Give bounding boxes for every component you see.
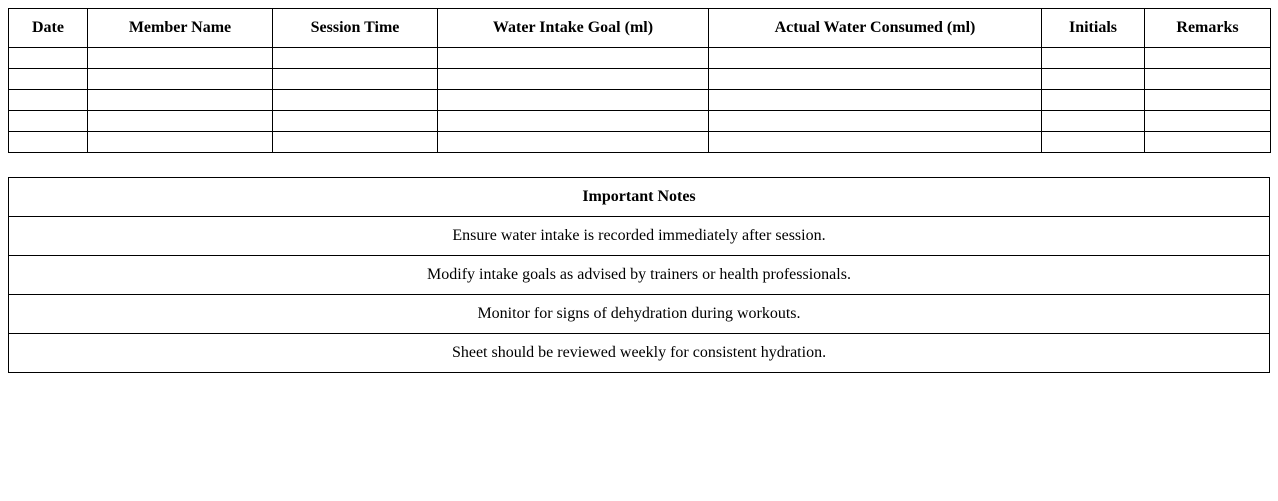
- table-cell[interactable]: [1042, 132, 1145, 153]
- table-cell[interactable]: [438, 90, 709, 111]
- column-header-member-name: Member Name: [88, 9, 273, 48]
- notes-title: Important Notes: [9, 178, 1270, 217]
- table-row: [9, 90, 1271, 111]
- table-cell[interactable]: [88, 69, 273, 90]
- note-item: Modify intake goals as advised by trainers or health professionals.: [9, 256, 1270, 295]
- column-header-water-intake-goal: Water Intake Goal (ml): [438, 9, 709, 48]
- table-cell[interactable]: [438, 48, 709, 69]
- table-cell[interactable]: [273, 132, 438, 153]
- column-header-remarks: Remarks: [1145, 9, 1271, 48]
- table-cell[interactable]: [9, 48, 88, 69]
- table-cell[interactable]: [9, 90, 88, 111]
- table-cell[interactable]: [1145, 111, 1271, 132]
- note-item: Monitor for signs of dehydration during workouts.: [9, 295, 1270, 334]
- note-row: [9, 217, 1270, 256]
- column-header-initials: Initials: [1042, 9, 1145, 48]
- table-cell[interactable]: [1145, 132, 1271, 153]
- table-cell[interactable]: [709, 132, 1042, 153]
- table-row: [9, 132, 1271, 153]
- table-row: [9, 48, 1271, 69]
- column-header-date: Date: [9, 9, 88, 48]
- table-row: [9, 69, 1271, 90]
- table-cell[interactable]: [438, 111, 709, 132]
- important-notes-table: [8, 177, 1270, 373]
- table-cell[interactable]: [273, 111, 438, 132]
- column-header-actual-water-consumed: Actual Water Consumed (ml): [709, 9, 1042, 48]
- table-cell[interactable]: [88, 90, 273, 111]
- table-cell[interactable]: [1042, 111, 1145, 132]
- table-header-row: [9, 9, 1271, 48]
- note-row: [9, 334, 1270, 373]
- table-cell[interactable]: [1145, 90, 1271, 111]
- table-cell[interactable]: [1042, 48, 1145, 69]
- table-cell[interactable]: [9, 69, 88, 90]
- table-cell[interactable]: [1145, 48, 1271, 69]
- table-cell[interactable]: [709, 48, 1042, 69]
- table-cell[interactable]: [273, 90, 438, 111]
- column-header-session-time: Session Time: [273, 9, 438, 48]
- table-cell[interactable]: [438, 69, 709, 90]
- note-item: Sheet should be reviewed weekly for consistent hydration.: [9, 334, 1270, 373]
- table-cell[interactable]: [1042, 90, 1145, 111]
- table-cell[interactable]: [1145, 69, 1271, 90]
- table-row: [9, 111, 1271, 132]
- table-cell[interactable]: [88, 111, 273, 132]
- table-cell[interactable]: [438, 132, 709, 153]
- table-cell[interactable]: [709, 111, 1042, 132]
- table-cell[interactable]: [88, 48, 273, 69]
- note-row: [9, 256, 1270, 295]
- table-cell[interactable]: [88, 132, 273, 153]
- table-cell[interactable]: [273, 48, 438, 69]
- note-row: [9, 295, 1270, 334]
- water-intake-log-table: [8, 8, 1271, 153]
- table-cell[interactable]: [273, 69, 438, 90]
- table-cell[interactable]: [1042, 69, 1145, 90]
- table-cell[interactable]: [9, 132, 88, 153]
- table-cell[interactable]: [709, 69, 1042, 90]
- note-item: Ensure water intake is recorded immediately after session.: [9, 217, 1270, 256]
- table-cell[interactable]: [9, 111, 88, 132]
- notes-header-row: [9, 178, 1270, 217]
- table-cell[interactable]: [709, 90, 1042, 111]
